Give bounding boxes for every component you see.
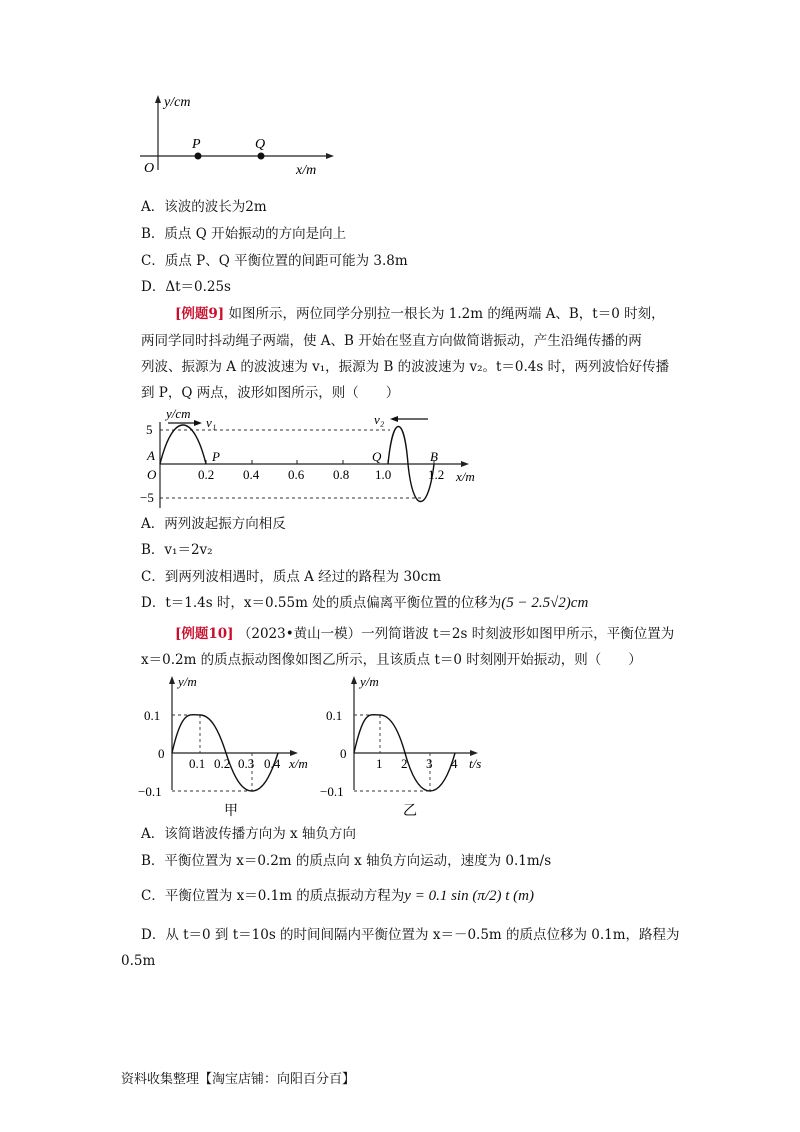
q8-option-d: D．Δt＝0.25s	[141, 279, 231, 295]
fig1-q-label: Q	[255, 137, 266, 152]
fig2-x-tick-0.6: 0.6	[288, 467, 305, 482]
q9-stem-1: 如图所示，两位同学分别拉一根长为 1.2m 的绳两端 A、B，t＝0 时刻，	[228, 306, 665, 322]
jia-y-label: y/m	[178, 674, 197, 689]
fig2-y-tick-neg5: −5	[140, 490, 154, 505]
fig1-y-label: y/cm	[164, 95, 191, 110]
q9-option-d-text: D．t＝1.4s 时，x＝0.55m 处的质点偏离平衡位置的位移为	[141, 595, 502, 611]
q10-option-d-line-1: D．从 t＝0 到 t＝10s 的时间间隔内平衡位置为 x＝－0.5m 的质点位移为 0.1m，路程为	[141, 927, 680, 943]
q9-option-c: C．到两列波相遇时，质点 A 经过的路程为 30cm	[141, 569, 441, 585]
jia-y-bottom: −0.1	[138, 784, 162, 799]
jia-x-tick-0.3: 0.3	[238, 756, 255, 771]
q10-line-2: x＝0.2m 的质点振动图像如图乙所示，且该质点 t＝0 时刻刚开始振动，则（ ）	[141, 652, 642, 668]
q8-option-b: B．质点 Q 开始振动的方向是向上	[141, 226, 347, 242]
footer-note: 资料收集整理【淘宝店铺：向阳百分百】	[121, 1072, 356, 1087]
jia-x-label: x/m	[289, 756, 308, 771]
q9-line-3: 列波、振源为 A 的波波速为 v₁，振源为 B 的波波速为 v₂。t＝0.4s 时，两列波恰好传播	[141, 359, 670, 375]
fig2-x-tick-1.2: 1.2	[428, 467, 445, 482]
fig2-y-label: y/cm	[166, 406, 191, 421]
figure-axes-pq	[130, 90, 340, 180]
yi-x-tick-1: 1	[376, 756, 383, 771]
q10-option-c-text: C．平衡位置为 x＝0.1m 的质点振动方程为	[141, 888, 405, 904]
q9-line-4: 到 P，Q 两点，波形如图所示，则（ ）	[141, 385, 400, 401]
fig2-x-tick-0.4: 0.4	[243, 467, 260, 482]
fig2-point-a: A	[147, 448, 155, 463]
yi-y-zero: 0	[340, 746, 347, 761]
jia-y-zero: 0	[158, 746, 165, 761]
yi-y-top: 0.1	[326, 708, 343, 723]
fig2-x-tick-0.2: 0.2	[198, 467, 215, 482]
q9-option-d-math: (5 − 2.5√2)cm	[501, 595, 589, 611]
yi-y-label: y/m	[360, 674, 379, 689]
fig2-origin: O	[147, 467, 157, 482]
yi-x-label: t/s	[469, 756, 482, 771]
q10-option-d-line-2: 0.5m	[121, 953, 156, 969]
jia-y-top: 0.1	[144, 708, 161, 723]
fig2-point-p: P	[212, 449, 220, 464]
point-p-marker	[195, 153, 202, 160]
q9-line-2: 两同学同时抖动绳子两端，使 A、B 开始在竖直方向做简谐振动，产生沿绳传播的两	[141, 333, 642, 349]
q10-line-1	[175, 624, 674, 644]
jia-caption: 甲	[224, 804, 238, 819]
yi-x-tick-2: 2	[401, 756, 408, 771]
q10-option-c	[141, 886, 534, 906]
fig2-point-q: Q	[372, 449, 382, 464]
q10-label: [例题10]	[175, 626, 234, 642]
q8-option-c: C．质点 P、Q 平衡位置的间距可能为 3.8m	[141, 253, 408, 269]
yi-x-tick-4: 4	[451, 756, 458, 771]
wave-a-curve	[160, 425, 206, 464]
fig2-point-b: B	[430, 449, 438, 464]
yi-y-bottom: −0.1	[320, 784, 344, 799]
yi-x-tick-3: 3	[426, 756, 433, 771]
fig2-v2: v₂	[374, 412, 385, 427]
yi-caption: 乙	[403, 804, 417, 819]
q8-option-a: A．该波的波长为2m	[141, 199, 267, 215]
q10-option-a: A．该简谐波传播方向为 x 轴负方向	[141, 826, 356, 842]
fig1-p-label: P	[192, 137, 201, 152]
fig2-x-tick-0.8: 0.8	[333, 467, 350, 482]
q9-option-b: B．v₁＝2v₂	[141, 542, 213, 558]
q9-line-1	[175, 304, 665, 324]
fig1-x-label: x/m	[296, 163, 317, 178]
q9-option-a: A．两列波起振方向相反	[141, 516, 286, 532]
fig2-v1: v₁	[206, 415, 217, 430]
fig2-y-tick-5: 5	[146, 422, 153, 437]
fig1-origin: O	[144, 161, 155, 176]
jia-x-tick-0.1: 0.1	[189, 756, 206, 771]
q9-option-d	[141, 593, 588, 613]
jia-x-tick-0.2: 0.2	[214, 756, 231, 771]
q10-option-b: B．平衡位置为 x＝0.2m 的质点向 x 轴负方向运动，速度为 0.1m/s	[141, 853, 552, 869]
fig2-x-label: x/m	[456, 469, 475, 484]
q10-stem-1: （2023•黄山一模）一列简谐波 t＝2s 时刻波形如图甲所示，平衡位置为	[237, 626, 675, 642]
figure-yi-vibration	[316, 668, 516, 820]
q10-option-c-math: y = 0.1 sin (π/2) t (m)	[404, 888, 534, 904]
figure-jia-waveform	[134, 668, 334, 820]
jia-x-tick-0.4: 0.4	[264, 756, 281, 771]
fig2-x-tick-1.0: 1.0	[375, 467, 392, 482]
figure-rope-waves	[138, 402, 498, 514]
point-q-marker	[258, 153, 265, 160]
q9-label: [例题9]	[175, 306, 225, 322]
